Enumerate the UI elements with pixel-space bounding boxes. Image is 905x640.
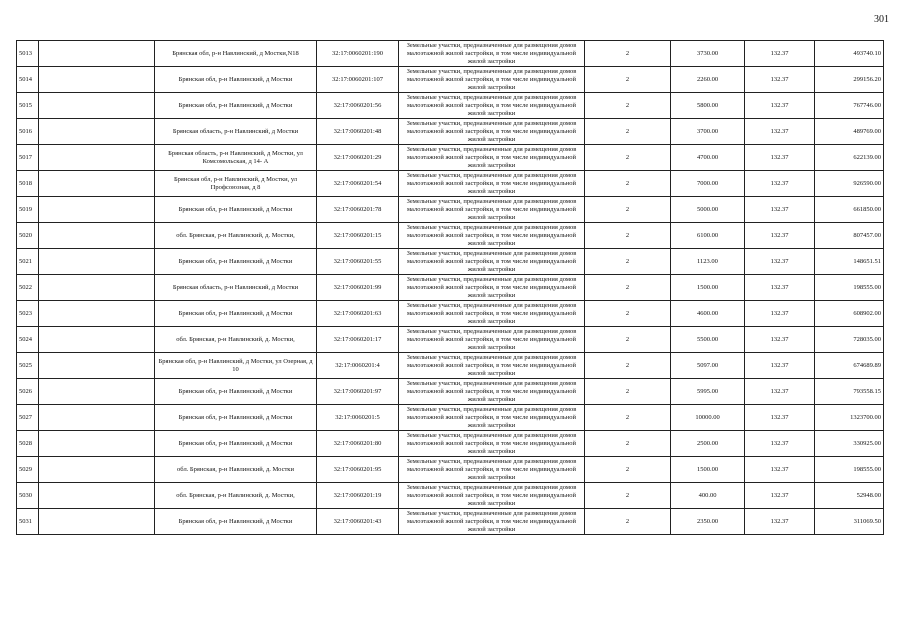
blank-cell	[39, 119, 155, 145]
row-id-cell: 5016	[17, 119, 39, 145]
cadastral-value-cell: 926590.00	[815, 171, 884, 197]
rate-cell: 132.37	[745, 327, 815, 353]
category-cell: 2	[585, 509, 671, 535]
row-id-cell: 5019	[17, 197, 39, 223]
cadastral-number-cell: 32:17:0060201:55	[317, 249, 399, 275]
address-cell: Брянская обл, р-н Навлинский, д Мостки	[155, 249, 317, 275]
cadastral-value-cell: 608902.00	[815, 301, 884, 327]
row-id-cell: 5014	[17, 67, 39, 93]
row-id-cell: 5028	[17, 431, 39, 457]
table-row	[17, 119, 884, 145]
row-id-cell: 5021	[17, 249, 39, 275]
rate-cell: 132.37	[745, 509, 815, 535]
cadastral-value-cell: 674689.89	[815, 353, 884, 379]
row-id-cell: 5027	[17, 405, 39, 431]
table-row	[17, 67, 884, 93]
area-cell: 6100.00	[671, 223, 745, 249]
category-cell: 2	[585, 119, 671, 145]
blank-cell	[39, 171, 155, 197]
cadastral-number-cell: 32:17:0060201:190	[317, 41, 399, 67]
cadastral-number-cell: 32:17:0060201:56	[317, 93, 399, 119]
address-cell: обл. Брянская, р-н Навлинский, д. Мостки,	[155, 327, 317, 353]
land-use-cell: Земельные участки, предназначенные для размещения домов малоэтажной жилой застройки, в том числе индивидуальной жилой застройки	[399, 197, 585, 223]
rate-cell: 132.37	[745, 145, 815, 171]
rate-cell: 132.37	[745, 483, 815, 509]
table-row	[17, 379, 884, 405]
category-cell: 2	[585, 275, 671, 301]
address-cell: Брянская обл, р-н Навлинский, д Мостки	[155, 301, 317, 327]
row-id-cell: 5025	[17, 353, 39, 379]
blank-cell	[39, 223, 155, 249]
cadastral-value-cell: 807457.00	[815, 223, 884, 249]
rate-cell: 132.37	[745, 223, 815, 249]
rate-cell: 132.37	[745, 249, 815, 275]
blank-cell	[39, 301, 155, 327]
table-row	[17, 93, 884, 119]
cadastral-number-cell: 32:17:0060201:48	[317, 119, 399, 145]
land-use-cell: Земельные участки, предназначенные для размещения домов малоэтажной жилой застройки, в том числе индивидуальной жилой застройки	[399, 405, 585, 431]
area-cell: 2500.00	[671, 431, 745, 457]
row-id-cell: 5026	[17, 379, 39, 405]
blank-cell	[39, 67, 155, 93]
land-use-cell: Земельные участки, предназначенные для размещения домов малоэтажной жилой застройки, в том числе индивидуальной жилой застройки	[399, 509, 585, 535]
cadastral-value-cell: 198555.00	[815, 457, 884, 483]
cadastral-value-cell: 767746.00	[815, 93, 884, 119]
row-id-cell: 5013	[17, 41, 39, 67]
land-use-cell: Земельные участки, предназначенные для размещения домов малоэтажной жилой застройки, в том числе индивидуальной жилой застройки	[399, 275, 585, 301]
cadastral-value-cell: 330925.00	[815, 431, 884, 457]
area-cell: 5000.00	[671, 197, 745, 223]
rate-cell: 132.37	[745, 275, 815, 301]
cadastral-number-cell: 32:17:0060201:99	[317, 275, 399, 301]
category-cell: 2	[585, 223, 671, 249]
category-cell: 2	[585, 93, 671, 119]
category-cell: 2	[585, 301, 671, 327]
land-use-cell: Земельные участки, предназначенные для размещения домов малоэтажной жилой застройки, в том числе индивидуальной жилой застройки	[399, 145, 585, 171]
category-cell: 2	[585, 41, 671, 67]
address-cell: Брянская обл, р-н Навлинский, д Мостки	[155, 379, 317, 405]
category-cell: 2	[585, 405, 671, 431]
category-cell: 2	[585, 431, 671, 457]
row-id-cell: 5022	[17, 275, 39, 301]
rate-cell: 132.37	[745, 119, 815, 145]
table-row	[17, 171, 884, 197]
cadastral-number-cell: 32:17:0060201:78	[317, 197, 399, 223]
area-cell: 4700.00	[671, 145, 745, 171]
land-use-cell: Земельные участки, предназначенные для размещения домов малоэтажной жилой застройки, в том числе индивидуальной жилой застройки	[399, 249, 585, 275]
land-use-cell: Земельные участки, предназначенные для размещения домов малоэтажной жилой застройки, в том числе индивидуальной жилой застройки	[399, 431, 585, 457]
area-cell: 10000.00	[671, 405, 745, 431]
address-cell: Брянская область, р-н Навлинский, д Мостки, ул Комсомольская, д 14- А	[155, 145, 317, 171]
table-row	[17, 431, 884, 457]
cadastral-value-cell: 198555.00	[815, 275, 884, 301]
cadastral-value-cell: 52948.00	[815, 483, 884, 509]
area-cell: 5500.00	[671, 327, 745, 353]
address-cell: Брянская обл, р-н Навлинский, д Мостки	[155, 197, 317, 223]
table-row	[17, 275, 884, 301]
category-cell: 2	[585, 197, 671, 223]
table-row	[17, 327, 884, 353]
cadastral-number-cell: 32:17:0060201:17	[317, 327, 399, 353]
cadastral-value-cell: 311069.50	[815, 509, 884, 535]
category-cell: 2	[585, 249, 671, 275]
cadastral-value-cell: 1323700.00	[815, 405, 884, 431]
cadastral-number-cell: 32:17:0060201:54	[317, 171, 399, 197]
cadastral-number-cell: 32:17:0060201:43	[317, 509, 399, 535]
rate-cell: 132.37	[745, 405, 815, 431]
cadastral-number-cell: 32:17:0060201:4	[317, 353, 399, 379]
address-cell: Брянская обл, р-н Навлинский, д Мостки,N18	[155, 41, 317, 67]
area-cell: 1500.00	[671, 275, 745, 301]
cadastral-number-cell: 32:17:0060201:80	[317, 431, 399, 457]
area-cell: 2260.00	[671, 67, 745, 93]
area-cell: 1123.00	[671, 249, 745, 275]
blank-cell	[39, 327, 155, 353]
table-row	[17, 483, 884, 509]
rate-cell: 132.37	[745, 67, 815, 93]
category-cell: 2	[585, 483, 671, 509]
page-number: 301	[874, 14, 889, 25]
blank-cell	[39, 93, 155, 119]
land-use-cell: Земельные участки, предназначенные для размещения домов малоэтажной жилой застройки, в том числе индивидуальной жилой застройки	[399, 119, 585, 145]
address-cell: Брянская обл, р-н Навлинский, д Мостки	[155, 431, 317, 457]
table-row	[17, 145, 884, 171]
cadastral-value-cell: 793558.15	[815, 379, 884, 405]
row-id-cell: 5031	[17, 509, 39, 535]
category-cell: 2	[585, 171, 671, 197]
category-cell: 2	[585, 327, 671, 353]
cadastral-number-cell: 32:17:0060201:63	[317, 301, 399, 327]
land-use-cell: Земельные участки, предназначенные для размещения домов малоэтажной жилой застройки, в том числе индивидуальной жилой застройки	[399, 353, 585, 379]
row-id-cell: 5020	[17, 223, 39, 249]
land-register-table	[16, 40, 884, 535]
land-use-cell: Земельные участки, предназначенные для размещения домов малоэтажной жилой застройки, в том числе индивидуальной жилой застройки	[399, 483, 585, 509]
row-id-cell: 5024	[17, 327, 39, 353]
area-cell: 400.00	[671, 483, 745, 509]
table-row	[17, 223, 884, 249]
table-body	[17, 41, 884, 535]
cadastral-value-cell: 148651.51	[815, 249, 884, 275]
area-cell: 3730.00	[671, 41, 745, 67]
area-cell: 3700.00	[671, 119, 745, 145]
rate-cell: 132.37	[745, 431, 815, 457]
land-use-cell: Земельные участки, предназначенные для размещения домов малоэтажной жилой застройки, в том числе индивидуальной жилой застройки	[399, 223, 585, 249]
category-cell: 2	[585, 457, 671, 483]
cadastral-value-cell: 489769.00	[815, 119, 884, 145]
cadastral-number-cell: 32:17:0060201:107	[317, 67, 399, 93]
blank-cell	[39, 405, 155, 431]
blank-cell	[39, 145, 155, 171]
table-row	[17, 41, 884, 67]
land-use-cell: Земельные участки, предназначенные для размещения домов малоэтажной жилой застройки, в том числе индивидуальной жилой застройки	[399, 379, 585, 405]
rate-cell: 132.37	[745, 171, 815, 197]
address-cell: обл. Брянская, р-н Навлинский, д. Мостки,	[155, 483, 317, 509]
blank-cell	[39, 379, 155, 405]
cadastral-value-cell: 299156.20	[815, 67, 884, 93]
table-row	[17, 197, 884, 223]
address-cell: Брянская область, р-н Навлинский, д Мостки	[155, 119, 317, 145]
row-id-cell: 5017	[17, 145, 39, 171]
blank-cell	[39, 457, 155, 483]
land-use-cell: Земельные участки, предназначенные для размещения домов малоэтажной жилой застройки, в том числе индивидуальной жилой застройки	[399, 327, 585, 353]
land-use-cell: Земельные участки, предназначенные для размещения домов малоэтажной жилой застройки, в том числе индивидуальной жилой застройки	[399, 41, 585, 67]
address-cell: Брянская обл, р-н Навлинский, д Мостки, ул Озерная, д 10	[155, 353, 317, 379]
land-use-cell: Земельные участки, предназначенные для размещения домов малоэтажной жилой застройки, в том числе индивидуальной жилой застройки	[399, 93, 585, 119]
category-cell: 2	[585, 379, 671, 405]
table-row	[17, 405, 884, 431]
blank-cell	[39, 509, 155, 535]
category-cell: 2	[585, 145, 671, 171]
address-cell: Брянская обл, р-н Навлинский, д Мостки	[155, 405, 317, 431]
land-use-cell: Земельные участки, предназначенные для размещения домов малоэтажной жилой застройки, в том числе индивидуальной жилой застройки	[399, 301, 585, 327]
table-row	[17, 353, 884, 379]
land-use-cell: Земельные участки, предназначенные для размещения домов малоэтажной жилой застройки, в том числе индивидуальной жилой застройки	[399, 171, 585, 197]
address-cell: Брянская обл, р-н Навлинский, д Мостки	[155, 93, 317, 119]
rate-cell: 132.37	[745, 301, 815, 327]
address-cell: обл. Брянская, р-н Навлинский, д. Мостки,	[155, 223, 317, 249]
address-cell: Брянская область, р-н Навлинский, д Мостки	[155, 275, 317, 301]
cadastral-value-cell: 728035.00	[815, 327, 884, 353]
cadastral-number-cell: 32:17:0060201:15	[317, 223, 399, 249]
area-cell: 5800.00	[671, 93, 745, 119]
land-use-cell: Земельные участки, предназначенные для размещения домов малоэтажной жилой застройки, в том числе индивидуальной жилой застройки	[399, 457, 585, 483]
blank-cell	[39, 431, 155, 457]
table-row	[17, 301, 884, 327]
rate-cell: 132.37	[745, 197, 815, 223]
blank-cell	[39, 483, 155, 509]
blank-cell	[39, 275, 155, 301]
cadastral-number-cell: 32:17:0060201:95	[317, 457, 399, 483]
rate-cell: 132.37	[745, 353, 815, 379]
row-id-cell: 5030	[17, 483, 39, 509]
blank-cell	[39, 353, 155, 379]
rate-cell: 132.37	[745, 93, 815, 119]
area-cell: 5097.00	[671, 353, 745, 379]
table-row	[17, 249, 884, 275]
area-cell: 7000.00	[671, 171, 745, 197]
cadastral-number-cell: 32:17:0060201:29	[317, 145, 399, 171]
table-row	[17, 509, 884, 535]
rate-cell: 132.37	[745, 457, 815, 483]
land-use-cell: Земельные участки, предназначенные для размещения домов малоэтажной жилой застройки, в том числе индивидуальной жилой застройки	[399, 67, 585, 93]
cadastral-value-cell: 622139.00	[815, 145, 884, 171]
table-row	[17, 457, 884, 483]
row-id-cell: 5015	[17, 93, 39, 119]
cadastral-number-cell: 32:17:0060201:19	[317, 483, 399, 509]
rate-cell: 132.37	[745, 41, 815, 67]
category-cell: 2	[585, 67, 671, 93]
blank-cell	[39, 41, 155, 67]
cadastral-value-cell: 493740.10	[815, 41, 884, 67]
address-cell: Брянская обл, р-н Навлинский, д Мостки	[155, 67, 317, 93]
cadastral-number-cell: 32:17:0060201:5	[317, 405, 399, 431]
cadastral-number-cell: 32:17:0060201:97	[317, 379, 399, 405]
rate-cell: 132.37	[745, 379, 815, 405]
blank-cell	[39, 249, 155, 275]
row-id-cell: 5023	[17, 301, 39, 327]
row-id-cell: 5018	[17, 171, 39, 197]
address-cell: Брянская обл, р-н Навлинский, д Мостки, ул Профсоюзная, д 8	[155, 171, 317, 197]
address-cell: Брянская обл, р-н Навлинский, д Мостки	[155, 509, 317, 535]
address-cell: обл. Брянская, р-н Навлинский, д. Мостки	[155, 457, 317, 483]
area-cell: 2350.00	[671, 509, 745, 535]
blank-cell	[39, 197, 155, 223]
area-cell: 4600.00	[671, 301, 745, 327]
category-cell: 2	[585, 353, 671, 379]
row-id-cell: 5029	[17, 457, 39, 483]
area-cell: 1500.00	[671, 457, 745, 483]
cadastral-value-cell: 661850.00	[815, 197, 884, 223]
area-cell: 5995.00	[671, 379, 745, 405]
